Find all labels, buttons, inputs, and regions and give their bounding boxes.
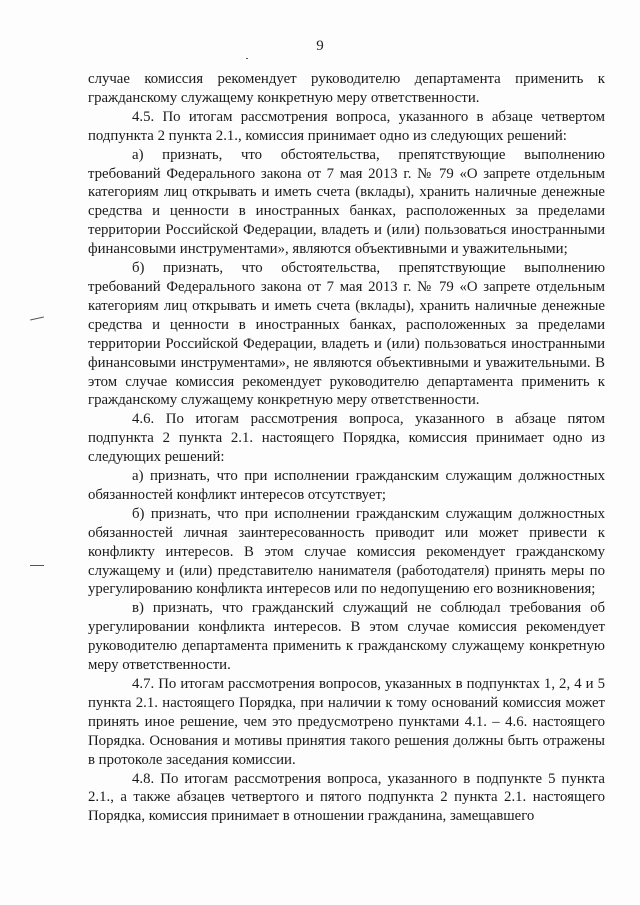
paragraph-4-6: 4.6. По итогам рассмотрения вопроса, указанного в абзаце пятом подпункта 2 пункта 2.1. настоящего Порядка, комиссия принимает одно из следующих решений: — [88, 411, 605, 466]
paragraph-4-6-a: а) признать, что при исполнении гражданским служащим должностных обязанностей конфликт интересов отсутствует; — [88, 468, 605, 503]
paragraph-4-5-b: б) признать, что обстоятельства, препятствующие выполнению требований Федерального закона от 7 мая 2013 г. № 79 «О запрете отдельным категориям лиц открывать и иметь счета (вклады), хранить наличные денежные средства и ценности в иностранных банках, расположенных за пределами территории Российской Федерации, владеть и (или) пользоваться иностранными финансовыми инструментами», не являются объективными и уважительными. В этом случае комиссия рекомендует руководителю департамента применить к гражданскому служащему конкретную меру ответственности. — [88, 260, 605, 409]
paragraph-4-5-a: а) признать, что обстоятельства, препятствующие выполнению требований Федерального закона от 7 мая 2013 г. № 79 «О запрете отдельным категориям лиц открывать и иметь счета (вклады), хранить наличные денежные средства и ценности в иностранных банках, расположенных за пределами территории Российской Федерации, владеть и (или) пользоваться иностранными финансовыми инструментами», являются объективными и уважительными; — [88, 146, 605, 258]
scan-mark — [246, 58, 248, 59]
page-number: 9 — [316, 38, 324, 54]
scan-mark — [30, 317, 44, 321]
paragraph-4-6-v: в) признать, что гражданский служащий не соблюдал требования об урегулировании конфликта интересов. В этом случае комиссия рекомендует руководителю департамента применить к гражданскому служащему конкретную меру ответственности. — [88, 600, 605, 674]
document-body — [88, 70, 605, 826]
paragraph-4-6-b: б) признать, что при исполнении гражданским служащим должностных обязанностей личная заинтересованность приводит или может привести к конфликту интересов. В этом случае комиссия рекомендует гражданскому служащему и (или) представителю нанимателя (работодателя) принять меры по урегулированию конфликта интересов или по недопущению его возникновения; — [88, 505, 605, 598]
paragraph-continuation: случае комиссия рекомендует руководителю департамента применить к гражданскому служащему конкретную меру ответственности. — [88, 71, 605, 106]
scan-mark — [30, 565, 44, 566]
paragraph-4-8: 4.8. По итогам рассмотрения вопроса, указанного в подпункте 5 пункта 2.1., а также абзацев четвертого и пятого подпункта 2 пункта 2.1. настоящего Порядка, комиссия принимает в отношении гражданина, замещавшего — [88, 770, 605, 825]
paragraph-4-5: 4.5. По итогам рассмотрения вопроса, указанного в абзаце четвертом подпункта 2 пункта 2.1., комиссия принимает одно из следующих решений: — [88, 108, 605, 144]
paragraph-4-7: 4.7. По итогам рассмотрения вопросов, указанных в подпунктах 1, 2, 4 и 5 пункта 2.1. настоящего Порядка, при наличии к тому оснований комиссия может принять иное решение, чем это предусмотрено пунктами 4.1. – 4.6. настоящего Порядка. Основания и мотивы принятия такого решения должны быть отражены в протоколе заседания комиссии. — [88, 676, 605, 768]
